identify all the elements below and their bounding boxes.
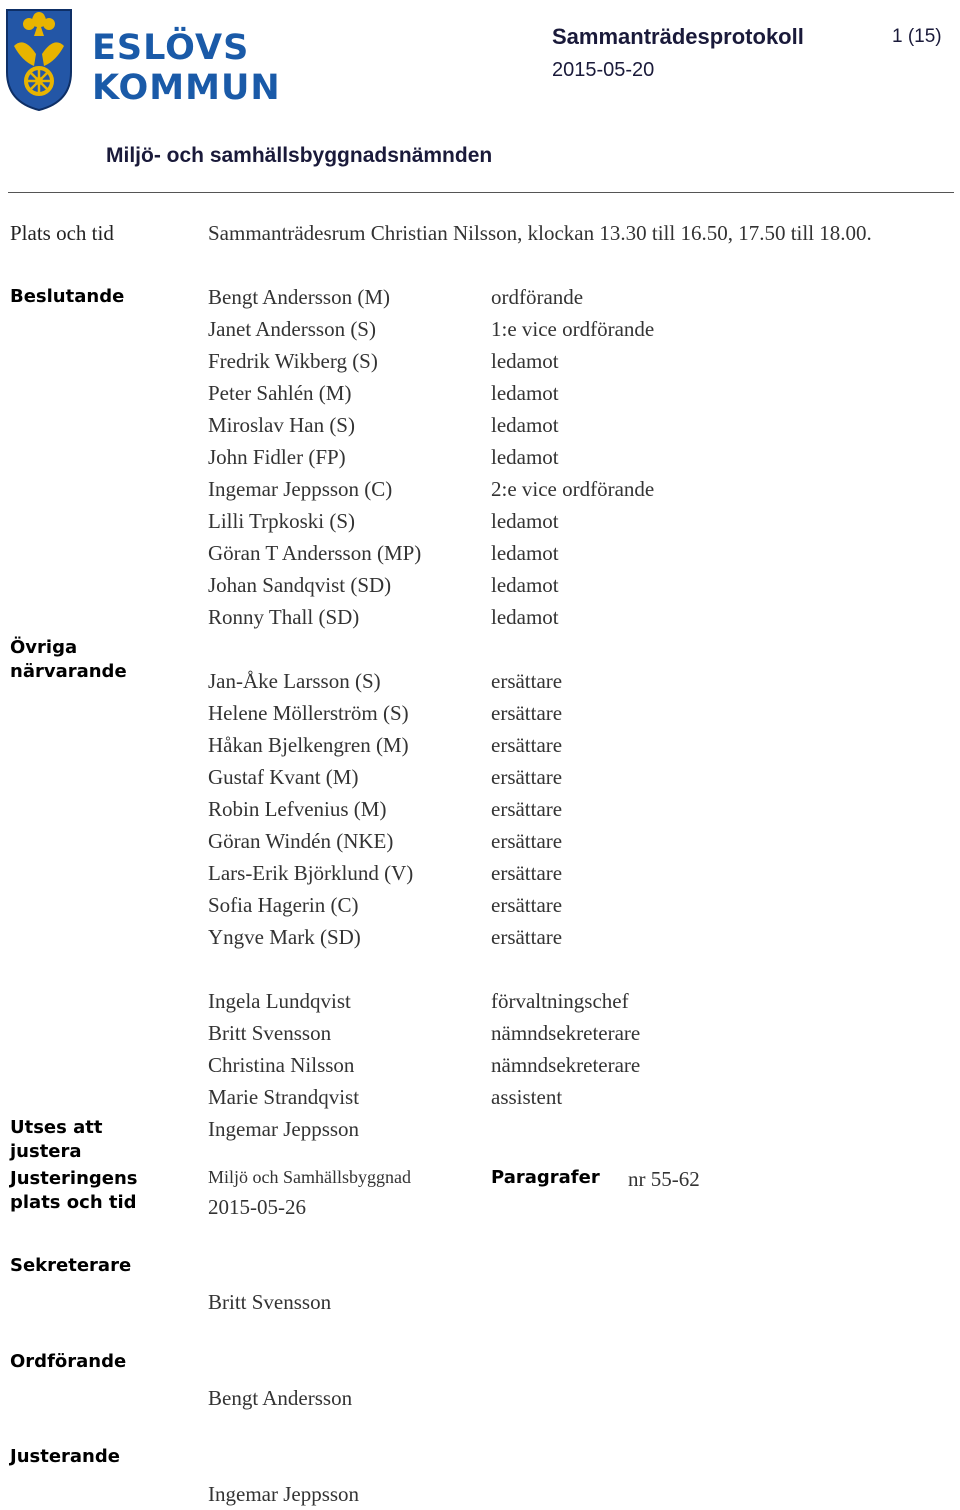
label-paragrafer: Paragrafer [491, 1167, 600, 1188]
substitute-name: Gustaf Kvant (M) [208, 765, 359, 789]
member-role: ordförande [491, 285, 584, 309]
place-value: Sammanträdesrum Christian Nilsson, klockan 13.30 till 16.50, 17.50 till 18.00. [208, 221, 872, 245]
substitute-role: ersättare [491, 733, 563, 757]
label-ovriga-line1: Övriga [10, 637, 78, 658]
member-role: 2:e vice ordförande [491, 477, 655, 501]
substitute-name: Helene Möllerström (S) [208, 701, 409, 725]
document-date: 2015-05-20 [552, 59, 655, 81]
header-divider [8, 192, 954, 193]
member-role: ledamot [491, 573, 559, 597]
label-utses-line1: Utses att [10, 1117, 103, 1138]
paragrafer-value: nr 55-62 [628, 1167, 700, 1191]
member-name: Ingemar Jeppsson (C) [208, 477, 393, 501]
label-beslutande: Beslutande [10, 286, 125, 307]
member-name: Lilli Trpkoski (S) [208, 509, 356, 533]
document-title: Sammanträdesprotokoll [552, 24, 804, 49]
brand-name-line2: KOMMUN [92, 68, 281, 108]
official-role: förvaltningschef [491, 989, 629, 1013]
official-name: Britt Svensson [208, 1021, 332, 1045]
substitute-role: ersättare [491, 829, 563, 853]
member-name: Janet Andersson (S) [208, 317, 376, 341]
place-label: Plats och tid [10, 221, 114, 245]
label-sekreterare: Sekreterare [10, 1255, 132, 1276]
adjustment-date: 2015-05-26 [208, 1195, 306, 1219]
substitute-name: Håkan Bjelkengren (M) [208, 733, 409, 757]
member-role: ledamot [491, 413, 559, 437]
member-role: ledamot [491, 381, 559, 405]
official-name: Marie Strandqvist [208, 1085, 360, 1109]
substitute-name: Yngve Mark (SD) [208, 925, 361, 949]
substitute-role: ersättare [491, 861, 563, 885]
official-role: assistent [491, 1085, 563, 1109]
member-name: Bengt Andersson (M) [208, 285, 390, 309]
official-role: nämndsekreterare [491, 1053, 641, 1077]
official-name: Christina Nilsson [208, 1053, 355, 1077]
member-name: Fredrik Wikberg (S) [208, 349, 378, 373]
member-role: ledamot [491, 605, 559, 629]
substitute-role: ersättare [491, 765, 563, 789]
label-justerande: Justerande [10, 1446, 120, 1467]
label-justeringens-line1: Justeringens [10, 1168, 138, 1189]
member-name: Peter Sahlén (M) [208, 381, 352, 405]
member-role: ledamot [491, 541, 559, 565]
member-name: Göran T Andersson (MP) [208, 541, 422, 565]
adjustment-place: Miljö och Samhällsbyggnad [208, 1167, 411, 1187]
member-role: ledamot [491, 509, 559, 533]
brand-name-line1: ESLÖVS [92, 28, 250, 68]
page-number: 1 (15) [892, 26, 942, 47]
substitute-role: ersättare [491, 669, 563, 693]
signature-secretary-name: Britt Svensson [208, 1290, 332, 1314]
label-justeringens-line2: plats och tid [10, 1192, 137, 1213]
substitute-role: ersättare [491, 797, 563, 821]
committee-name: Miljö- och samhällsbyggnadsnämnden [106, 144, 493, 167]
substitute-role: ersättare [491, 701, 563, 725]
member-name: Miroslav Han (S) [208, 413, 355, 437]
adjuster-name: Ingemar Jeppsson [208, 1117, 360, 1141]
substitute-name: Robin Lefvenius (M) [208, 797, 387, 821]
substitute-name: Sofia Hagerin (C) [208, 893, 359, 917]
member-name: John Fidler (FP) [208, 445, 346, 469]
signature-chair-name: Bengt Andersson [208, 1386, 353, 1410]
substitute-name: Göran Windén (NKE) [208, 829, 394, 853]
member-role: ledamot [491, 349, 559, 373]
municipal-coat-of-arms-logo [4, 6, 74, 112]
member-role: 1:e vice ordförande [491, 317, 655, 341]
substitute-name: Lars-Erik Björklund (V) [208, 861, 414, 885]
member-name: Ronny Thall (SD) [208, 605, 360, 629]
substitute-role: ersättare [491, 893, 563, 917]
signature-adjuster-name: Ingemar Jeppsson [208, 1482, 360, 1506]
official-role: nämndsekreterare [491, 1021, 641, 1045]
member-role: ledamot [491, 445, 559, 469]
substitute-name: Jan-Åke Larsson (S) [208, 669, 381, 693]
substitute-role: ersättare [491, 925, 563, 949]
label-ovriga-line2: närvarande [10, 661, 127, 682]
label-ordforande: Ordförande [10, 1351, 127, 1372]
official-name: Ingela Lundqvist [208, 989, 351, 1013]
label-utses-line2: justera [10, 1141, 82, 1162]
member-name: Johan Sandqvist (SD) [208, 573, 392, 597]
